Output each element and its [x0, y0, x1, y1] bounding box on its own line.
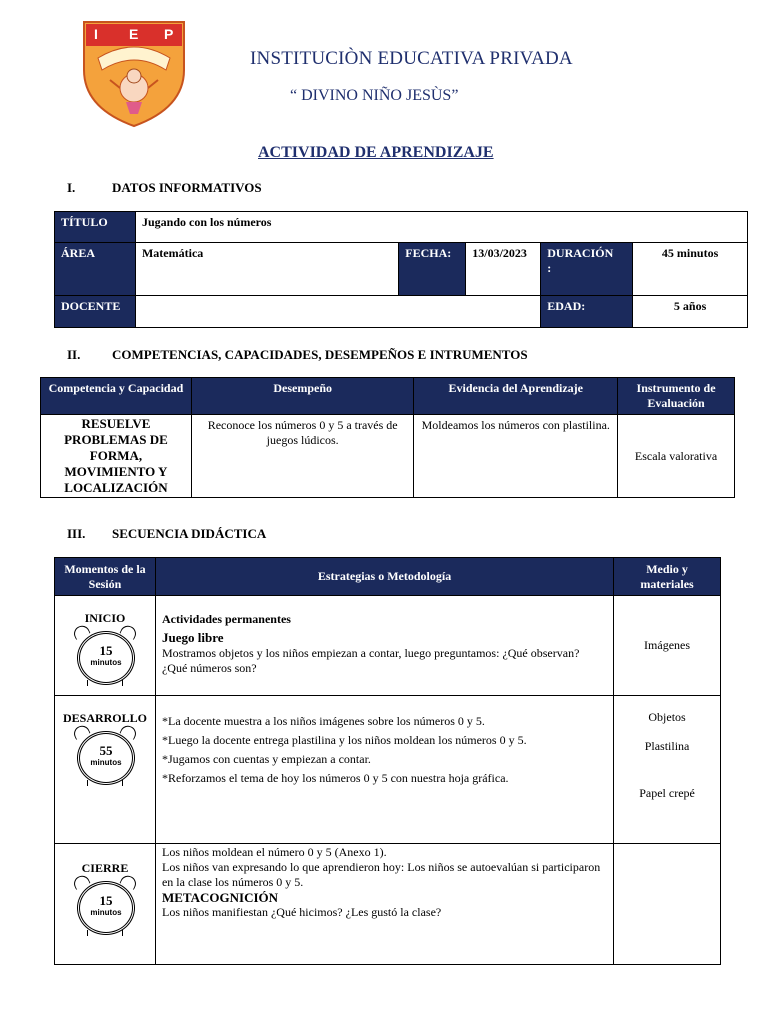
section-2-title: COMPETENCIAS, CAPACIDADES, DESEMPEÑOS E INTRUMENTOS: [112, 347, 528, 362]
cierre-line-1: Los niños moldean el número 0 y 5 (Anexo 1).: [161, 845, 387, 859]
titulo-value: Jugando con los números: [135, 212, 747, 243]
docente-label: DOCENTE: [55, 296, 136, 328]
logo-letter-e: E: [129, 26, 139, 42]
section-2-heading: [67, 347, 528, 363]
duracion-label-text: DURACIÓN: [547, 246, 614, 260]
desarrollo-line-4: *Reforzamos el tema de hoy los números 0 y 5 con nuestra hoja gráfica.: [161, 771, 509, 785]
datos-table: [54, 211, 748, 328]
desarrollo-material-3: Papel crepé: [639, 786, 695, 800]
section-3-heading: [67, 526, 266, 542]
header-competencia: Competencia y Capacidad: [41, 378, 192, 415]
section-3-title: SECUENCIA DIDÁCTICA: [112, 526, 267, 541]
alarm-clock-icon: [70, 726, 140, 786]
inicio-label: INICIO: [84, 611, 126, 625]
fecha-label: FECHA:: [399, 243, 466, 296]
institution-name: INSTITUCIÒN EDUCATIVA PRIVADA: [250, 48, 573, 69]
desarrollo-cell: [55, 696, 156, 844]
edad-value: 5 años: [633, 296, 748, 328]
desarrollo-unit: minutos: [90, 758, 122, 767]
inicio-strong-1: Actividades permanentes: [161, 612, 291, 626]
header-materiales: Medio y materiales: [614, 558, 721, 596]
inicio-unit: minutos: [90, 658, 122, 667]
area-value: Matemática: [135, 243, 398, 296]
alarm-clock-icon: [70, 876, 140, 936]
inicio-text: Mostramos objetos y los niños empiezan a contar, luego preguntamos: ¿Qué observan? ¿Qué números son?: [161, 646, 580, 675]
duracion-value: 45 minutos: [633, 243, 748, 296]
header-instrumento: Instrumento de Evaluación: [618, 378, 735, 415]
cierre-unit: minutos: [90, 908, 122, 917]
titulo-label: TÍTULO: [55, 212, 136, 243]
inicio-minutes: 15: [99, 643, 113, 658]
header-estrategias: Estrategias o Metodología: [155, 558, 613, 596]
inicio-strategies: [155, 596, 613, 696]
cierre-line-3: Los niños manifiestan ¿Qué hicimos? ¿Les gustó la clase?: [161, 905, 442, 919]
duracion-colon: :: [547, 261, 552, 275]
cierre-cell: [55, 844, 156, 965]
cierre-meta: METACOGNICIÓN: [161, 890, 279, 905]
fecha-value: 13/03/2023: [466, 243, 541, 296]
desarrollo-label: DESARROLLO: [62, 711, 147, 725]
document-title: ACTIVIDAD DE APRENDIZAJE: [258, 144, 494, 161]
secuencia-table: [54, 557, 721, 965]
competencia-value: RESUELVE PROBLEMAS DE FORMA, MOVIMIENTO Y LOCALIZACIÓN: [41, 415, 192, 498]
desarrollo-line-2: *Luego la docente entrega plastilina y los niños moldean los números 0 y 5.: [161, 733, 527, 747]
desarrollo-line-1: *La docente muestra a los niños imágenes sobre los números 0 y 5.: [161, 714, 485, 728]
cierre-strategies: [155, 844, 613, 965]
evidencia-value: Moldeamos los números con plastilina.: [414, 415, 618, 498]
desarrollo-line-3: *Jugamos con cuentas y empiezan a contar.: [161, 752, 371, 766]
inicio-material: Imágenes: [614, 596, 721, 696]
cierre-line-2: Los niños van expresando lo que aprendieron hoy: Los niños se autoevalúan si participaron en la clase los números 0 y 5.: [161, 860, 601, 889]
section-1-heading: [67, 180, 262, 196]
cierre-materials: [614, 844, 721, 965]
desarrollo-strategies: [155, 696, 613, 844]
section-3-number: III.: [67, 526, 86, 541]
instrumento-value: Escala valorativa: [618, 415, 735, 498]
alarm-clock-icon: [70, 626, 140, 686]
desempeno-value: Reconoce los números 0 y 5 a través de juegos lúdicos.: [191, 415, 414, 498]
cierre-label: CIERRE: [81, 861, 129, 875]
section-1-number: I.: [67, 180, 76, 195]
section-1-title: DATOS INFORMATIVOS: [112, 180, 262, 195]
duracion-label: [541, 243, 633, 296]
logo-letter-p: P: [164, 26, 174, 42]
docente-value: [135, 296, 540, 328]
header-momentos: Momentos de la Sesión: [55, 558, 156, 596]
desarrollo-material-1: Objetos: [648, 710, 686, 724]
desarrollo-materials: [614, 696, 721, 844]
desarrollo-material-2: Plastilina: [644, 739, 690, 753]
inicio-cell: [55, 596, 156, 696]
header-evidencia: Evidencia del Aprendizaje: [414, 378, 618, 415]
header-desempeno: Desempeño: [191, 378, 414, 415]
competencias-table: [40, 377, 735, 498]
logo-letter-i: I: [94, 26, 98, 42]
school-logo: [80, 18, 188, 128]
inicio-strong-2: Juego libre: [161, 630, 224, 645]
edad-label: EDAD:: [541, 296, 633, 328]
school-name: “ DIVINO NIÑO JESÙS”: [290, 87, 459, 104]
area-label: ÁREA: [55, 243, 136, 296]
desarrollo-minutes: 55: [99, 743, 113, 758]
section-2-number: II.: [67, 347, 81, 362]
cierre-minutes: 15: [99, 893, 113, 908]
